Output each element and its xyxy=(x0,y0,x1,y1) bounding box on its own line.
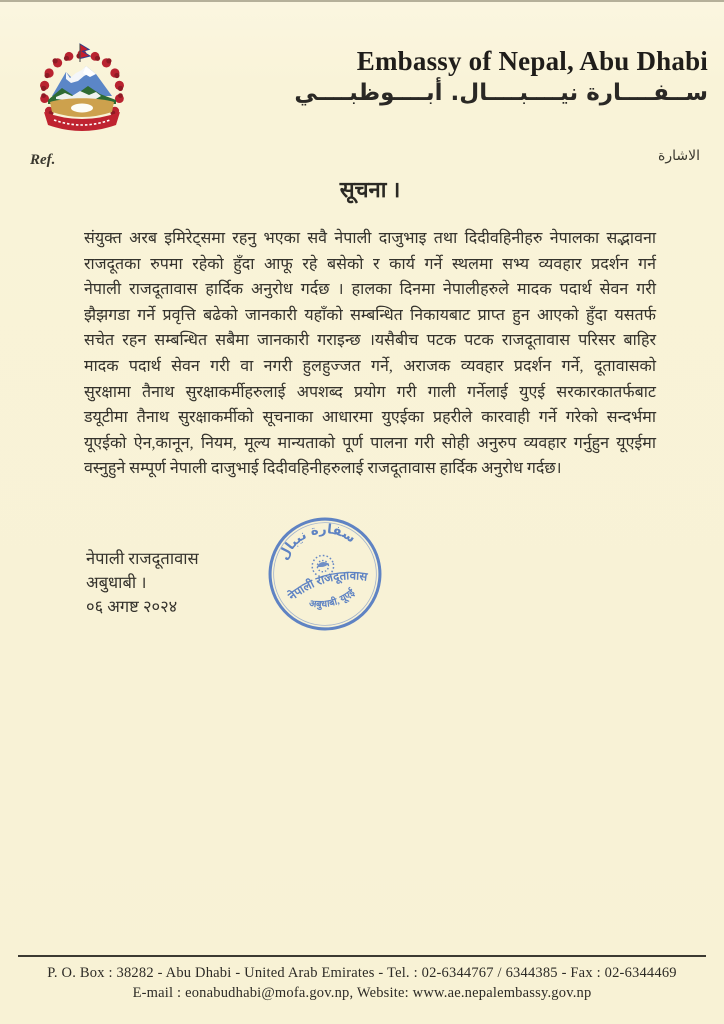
ref-label-arabic: الاشارة xyxy=(658,148,700,164)
notice-paragraph xyxy=(84,226,656,482)
signature-org: नेपाली राजदूतावास xyxy=(86,549,199,568)
stamp-text-bottom: अबुधाबी, यूएई xyxy=(308,587,358,611)
notice-line: राजदूतका रुपमा रहेको हुँदा आफू रहे बसेको र कार्य गर्ने स्थलमा सभ्य व्यवहार प्रदर्शन गर्न xyxy=(84,255,656,273)
notice-line: सचेत रहन सम्बन्धित सबैमा जानकारी गराइन्छ ।यसैबीच पटक पटक राजदूतावास परिसर बाहिर xyxy=(84,332,656,350)
embassy-stamp-icon xyxy=(266,513,384,635)
embassy-title-arabic: ســفــــارة نيــــبــــال. أبــــوظبــــي xyxy=(294,80,708,106)
footer-divider xyxy=(18,955,706,957)
stamp-text-middle: नेपाली राजदूतावास xyxy=(286,569,369,604)
notice-line: डयूटीमा तैनाथ सुरक्षाकर्मीको सूचनाका आधारमा युएईका प्रहरीले कारवाही गर्ने गरेको सन्दर्भमा xyxy=(84,409,656,427)
notice-line: वस्नुहुने सम्पूर्ण नेपाली दाजुभाई दिदीवहिनीहरुलाई राजदूतावास हार्दिक अनुरोध गर्दछ। xyxy=(84,460,562,478)
signature-date: ०६ अगष्ट २०२४ xyxy=(86,597,178,616)
notice-title: सूचना । xyxy=(339,177,401,202)
notice-line: सुरक्षामा तैनाथ सुरक्षाकर्मीहरुलाई अपशब्द प्रयोग गरी गाली गर्नेलाई युएई सरकारकातर्फबाट xyxy=(84,383,656,401)
signature-block xyxy=(86,547,199,619)
notice-line: संयुक्त अरब इमिरेट्समा रहनु भएका सवै नेपाली दाजुभाइ तथा दिदीवहिनीहरु नेपालका सद्भावना xyxy=(84,230,656,247)
nepal-emblem-icon xyxy=(36,42,128,142)
embassy-title: Embassy of Nepal, Abu Dhabi xyxy=(356,46,708,76)
footer-contact-line: P. O. Box : 38282 - Abu Dhabi - United Arab Emirates - Tel. : 02-6344767 / 6344385 - Fax : 02-6344469 xyxy=(47,965,677,981)
notice-line: यूएईको ऐन,कानून, नियम, मूल्य मान्यताको पूर्ण पालना गरी सोही अनुरुप व्यवहार गर्नुहुन यूएईमा xyxy=(84,434,656,452)
notice-line: नेपाली राजदूतावास हार्दिक अनुरोध गर्दछ । हालका दिनमा नेपालीहरुले मादक पदार्थ सेवन गरी xyxy=(84,281,656,299)
signature-place: अबुधाबी । xyxy=(86,573,147,592)
ref-label: Ref. xyxy=(30,152,56,168)
notice-line: झैझगडा गर्ने प्रवृत्ति बढेको जानकारी यहाँको सम्बन्धित निकायबाट प्राप्त हुन आएको हुँदा यसतर्फ xyxy=(84,306,656,324)
letterhead-titles xyxy=(288,46,708,106)
footer-email-website-line: E-mail : eonabudhabi@mofa.gov.np, Website: www.ae.nepalembassy.gov.np xyxy=(132,985,592,1001)
emblem-hands xyxy=(71,104,93,113)
stamp-text-arabic: سفارة نيبال xyxy=(276,522,358,563)
notice-line: मादक पदार्थ सेवन गरी वा नगरी हुलहुज्जत गर्ने, अराजक व्यवहार प्रदर्शन गर्ने, दूतावासको xyxy=(84,357,656,375)
